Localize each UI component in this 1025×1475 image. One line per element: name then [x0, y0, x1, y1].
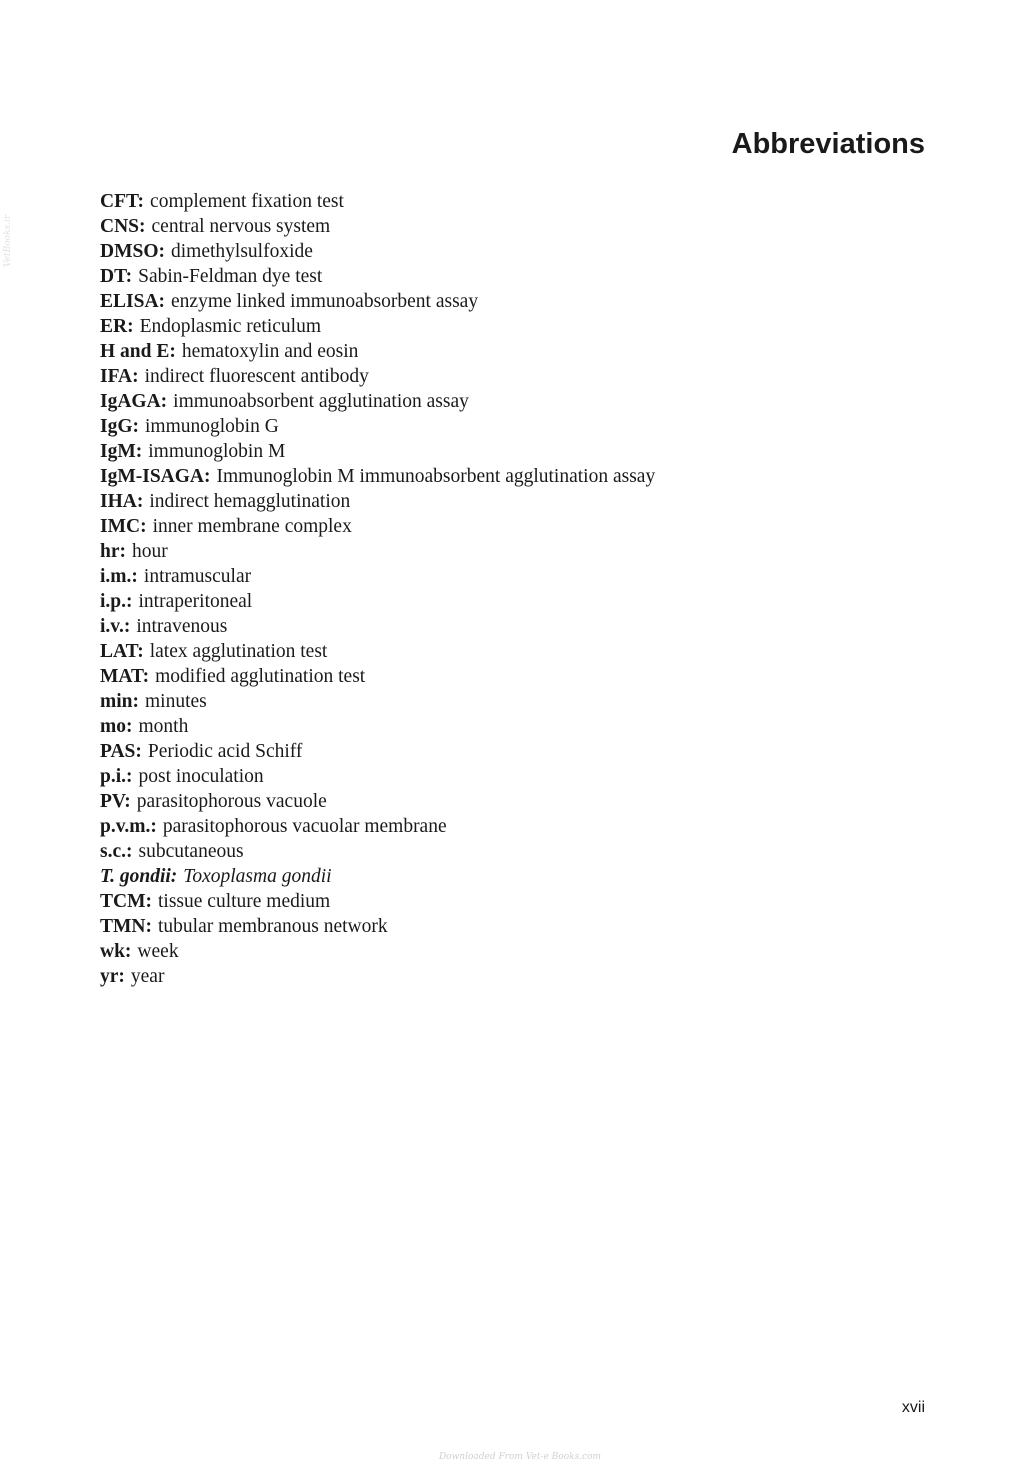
- abbreviation-definition: indirect hemagglutination: [149, 491, 351, 512]
- abbreviation-term: H and E:: [100, 341, 176, 362]
- abbreviation-definition: dimethylsulfoxide: [171, 241, 313, 262]
- abbreviation-term: PAS:: [100, 741, 142, 762]
- abbreviation-term: i.v.:: [100, 616, 131, 637]
- abbreviation-definition: hematoxylin and eosin: [181, 341, 359, 362]
- abbreviation-term: DMSO:: [100, 241, 165, 262]
- abbreviation-entry: [100, 939, 655, 964]
- abbreviation-term: LAT:: [100, 641, 144, 662]
- abbreviation-term: CFT:: [100, 191, 145, 212]
- abbreviation-definition: inner membrane complex: [152, 516, 352, 537]
- abbreviation-entry: [100, 464, 655, 489]
- abbreviation-term: i.p.:: [100, 591, 133, 612]
- abbreviation-entry: [100, 739, 655, 764]
- abbreviation-term: T. gondii:: [100, 866, 178, 887]
- abbreviation-definition: Sabin-Feldman dye test: [138, 266, 323, 287]
- abbreviation-term: DT:: [100, 266, 133, 287]
- side-watermark: VetBooks.ir: [3, 214, 13, 267]
- abbreviation-term: IgM-ISAGA:: [100, 466, 211, 487]
- abbreviation-term: yr:: [100, 966, 125, 987]
- abbreviation-term: IgAGA:: [100, 391, 168, 412]
- abbreviation-definition: enzyme linked immunoabsorbent assay: [171, 291, 479, 312]
- abbreviation-entry: [100, 864, 655, 889]
- abbreviation-entry: [100, 439, 655, 464]
- abbreviation-term: IgM:: [100, 441, 143, 462]
- abbreviation-entry: [100, 639, 655, 664]
- abbreviation-definition: complement fixation test: [150, 191, 344, 212]
- abbreviation-list: [100, 189, 655, 989]
- abbreviation-definition: parasitophorous vacuolar membrane: [162, 816, 447, 837]
- abbreviation-definition: year: [130, 966, 165, 987]
- abbreviation-definition: tissue culture medium: [158, 891, 331, 912]
- abbreviation-term: i.m.:: [100, 566, 138, 587]
- abbreviation-entry: [100, 264, 655, 289]
- abbreviation-entry: [100, 889, 655, 914]
- abbreviation-definition: minutes: [145, 691, 207, 712]
- abbreviation-definition: latex agglutination test: [149, 641, 328, 662]
- abbreviation-definition: post inoculation: [138, 766, 264, 787]
- abbreviation-definition: Toxoplasma gondii: [183, 866, 332, 887]
- abbreviation-term: p.v.m.:: [100, 816, 157, 837]
- abbreviation-definition: month: [138, 716, 189, 737]
- abbreviation-term: mo:: [100, 716, 133, 737]
- abbreviation-definition: modified agglutination test: [155, 666, 366, 687]
- abbreviation-entry: [100, 414, 655, 439]
- abbreviation-definition: Periodic acid Schiff: [147, 741, 303, 762]
- abbreviation-entry: [100, 964, 655, 989]
- abbreviation-definition: central nervous system: [151, 216, 331, 237]
- abbreviation-entry: [100, 339, 655, 364]
- abbreviation-entry: [100, 814, 655, 839]
- abbreviation-definition: parasitophorous vacuole: [136, 791, 327, 812]
- abbreviation-term: min:: [100, 691, 139, 712]
- abbreviation-entry: [100, 289, 655, 314]
- abbreviation-definition: intraperitoneal: [138, 591, 253, 612]
- abbreviation-term: ELISA:: [100, 291, 166, 312]
- abbreviation-entry: [100, 664, 655, 689]
- abbreviation-entry: [100, 714, 655, 739]
- abbreviation-term: p.i.:: [100, 766, 133, 787]
- abbreviation-definition: indirect fluorescent antibody: [144, 366, 369, 387]
- abbreviation-entry: [100, 489, 655, 514]
- page-title: Abbreviations: [731, 128, 925, 160]
- abbreviation-definition: immunoglobin M: [148, 441, 286, 462]
- abbreviation-definition: tubular membranous network: [158, 916, 388, 937]
- abbreviation-entry: [100, 364, 655, 389]
- abbreviation-definition: intramuscular: [143, 566, 252, 587]
- abbreviation-definition: hour: [132, 541, 168, 562]
- page-number: xvii: [901, 1399, 925, 1416]
- abbreviation-term: MAT:: [100, 666, 150, 687]
- abbreviation-entry: [100, 839, 655, 864]
- abbreviation-entry: [100, 314, 655, 339]
- abbreviation-entry: [100, 589, 655, 614]
- abbreviation-term: IHA:: [100, 491, 144, 512]
- abbreviation-term: CNS:: [100, 216, 146, 237]
- abbreviation-entry: [100, 539, 655, 564]
- abbreviation-entry: [100, 564, 655, 589]
- abbreviation-entry: [100, 689, 655, 714]
- abbreviation-entry: [100, 189, 655, 214]
- abbreviation-definition: intravenous: [136, 616, 228, 637]
- abbreviation-term: ER:: [100, 316, 134, 337]
- abbreviation-definition: Immunoglobin M immunoabsorbent agglutination assay: [216, 466, 656, 487]
- abbreviation-definition: Endoplasmic reticulum: [139, 316, 322, 337]
- abbreviation-definition: subcutaneous: [138, 841, 244, 862]
- bottom-watermark: Downloaded From Vet-e Books.com: [438, 1452, 602, 1462]
- abbreviation-term: PV:: [100, 791, 131, 812]
- abbreviation-term: wk:: [100, 941, 132, 962]
- abbreviation-term: hr:: [100, 541, 126, 562]
- abbreviation-entry: [100, 389, 655, 414]
- abbreviation-definition: week: [137, 941, 179, 962]
- abbreviation-entry: [100, 514, 655, 539]
- abbreviation-entry: [100, 214, 655, 239]
- abbreviation-entry: [100, 789, 655, 814]
- abbreviation-definition: immunoabsorbent agglutination assay: [173, 391, 469, 412]
- abbreviation-entry: [100, 239, 655, 264]
- abbreviation-term: TMN:: [100, 916, 152, 937]
- abbreviation-entry: [100, 614, 655, 639]
- abbreviation-term: s.c.:: [100, 841, 133, 862]
- abbreviation-term: IFA:: [100, 366, 139, 387]
- abbreviation-entry: [100, 914, 655, 939]
- abbreviation-entry: [100, 764, 655, 789]
- abbreviation-term: IgG:: [100, 416, 139, 437]
- abbreviation-term: IMC:: [100, 516, 147, 537]
- abbreviation-definition: immunoglobin G: [145, 416, 279, 437]
- abbreviation-term: TCM:: [100, 891, 152, 912]
